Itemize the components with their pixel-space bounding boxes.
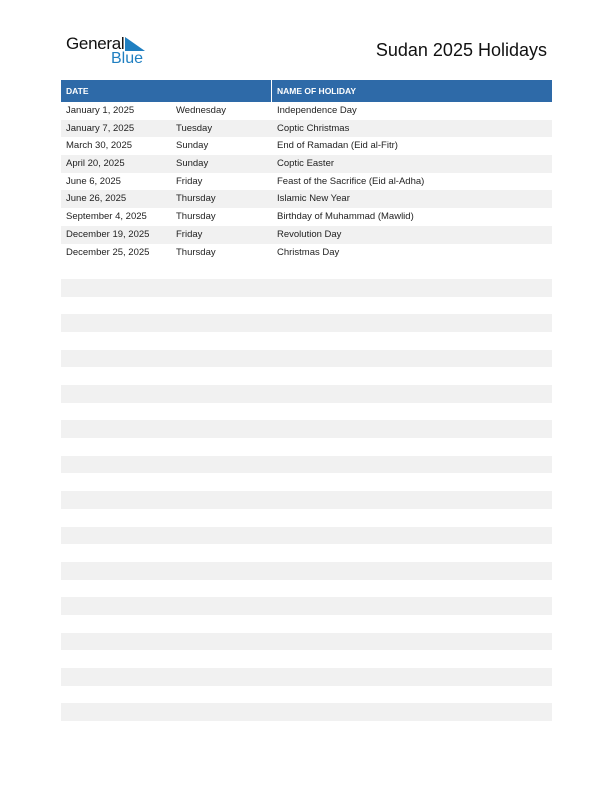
empty-table-row [61,562,552,580]
row-weekday: Tuesday [176,122,213,134]
empty-table-row [61,314,552,332]
empty-table-row [61,650,552,668]
empty-table-row [61,703,552,721]
empty-table-row [61,686,552,704]
row-weekday: Wednesday [176,105,226,116]
empty-table-row [61,544,552,562]
row-weekday: Friday [176,175,203,187]
row-date: January 7, 2025 [66,122,135,134]
empty-table-row [61,668,552,686]
logo-word-blue: Blue [111,50,144,67]
table-row [61,244,552,262]
table-row [61,137,552,155]
table-row [61,173,552,191]
row-date: December 25, 2025 [66,246,150,258]
row-weekday: Thursday [176,246,216,258]
row-weekday: Thursday [176,211,216,223]
column-header-date: DATE [66,86,89,96]
table-row [61,190,552,208]
row-holiday-name: Coptic Easter [277,158,335,170]
row-holiday-name: Birthday of Muhammad (Mawlid) [277,211,414,223]
empty-table-row [61,332,552,350]
empty-table-row [61,456,552,474]
empty-table-row [61,403,552,421]
logo-word-general: General [66,34,125,53]
empty-table-row [61,473,552,491]
row-holiday-name: Revolution Day [277,228,342,240]
empty-rows [61,261,552,721]
row-weekday: Sunday [176,158,209,170]
row-date: March 30, 2025 [66,140,133,152]
empty-table-row [61,420,552,438]
holiday-table [61,80,552,721]
row-holiday-name: Christmas Day [277,246,340,258]
table-row [61,102,552,120]
row-date: April 20, 2025 [66,158,125,170]
row-date: September 4, 2025 [66,211,147,223]
table-row [61,226,552,244]
empty-table-row [61,367,552,385]
empty-table-row [61,279,552,297]
empty-table-row [61,350,552,368]
row-holiday-name: Feast of the Sacrifice (Eid al-Adha) [277,175,425,187]
page-title: Sudan 2025 Holidays [375,40,547,60]
row-holiday-name: Islamic New Year [277,193,350,205]
row-weekday: Thursday [176,193,216,205]
empty-table-row [61,580,552,598]
row-weekday: Sunday [176,140,209,152]
empty-table-row [61,597,552,615]
row-date: December 19, 2025 [66,228,150,240]
empty-table-row [61,527,552,545]
empty-table-row [61,509,552,527]
empty-table-row [61,615,552,633]
row-date: June 26, 2025 [66,193,127,205]
empty-table-row [61,633,552,651]
row-holiday-name: Independence Day [277,105,357,116]
row-holiday-name: End of Ramadan (Eid al-Fitr) [277,140,398,152]
table-row [61,155,552,173]
row-holiday-name: Coptic Christmas [277,122,350,134]
logo-triangle-icon [125,37,145,51]
empty-table-row [61,385,552,403]
row-date: June 6, 2025 [66,175,121,187]
column-header-holiday-name: NAME OF HOLIDAY [277,86,357,96]
empty-table-row [61,438,552,456]
row-date: January 1, 2025 [66,105,135,116]
empty-table-row [61,491,552,509]
table-row [61,120,552,138]
table-header [61,80,552,102]
row-weekday: Friday [176,228,203,240]
generalblue-logo [66,34,156,68]
table-row [61,208,552,226]
empty-table-row [61,261,552,279]
empty-table-row [61,297,552,315]
